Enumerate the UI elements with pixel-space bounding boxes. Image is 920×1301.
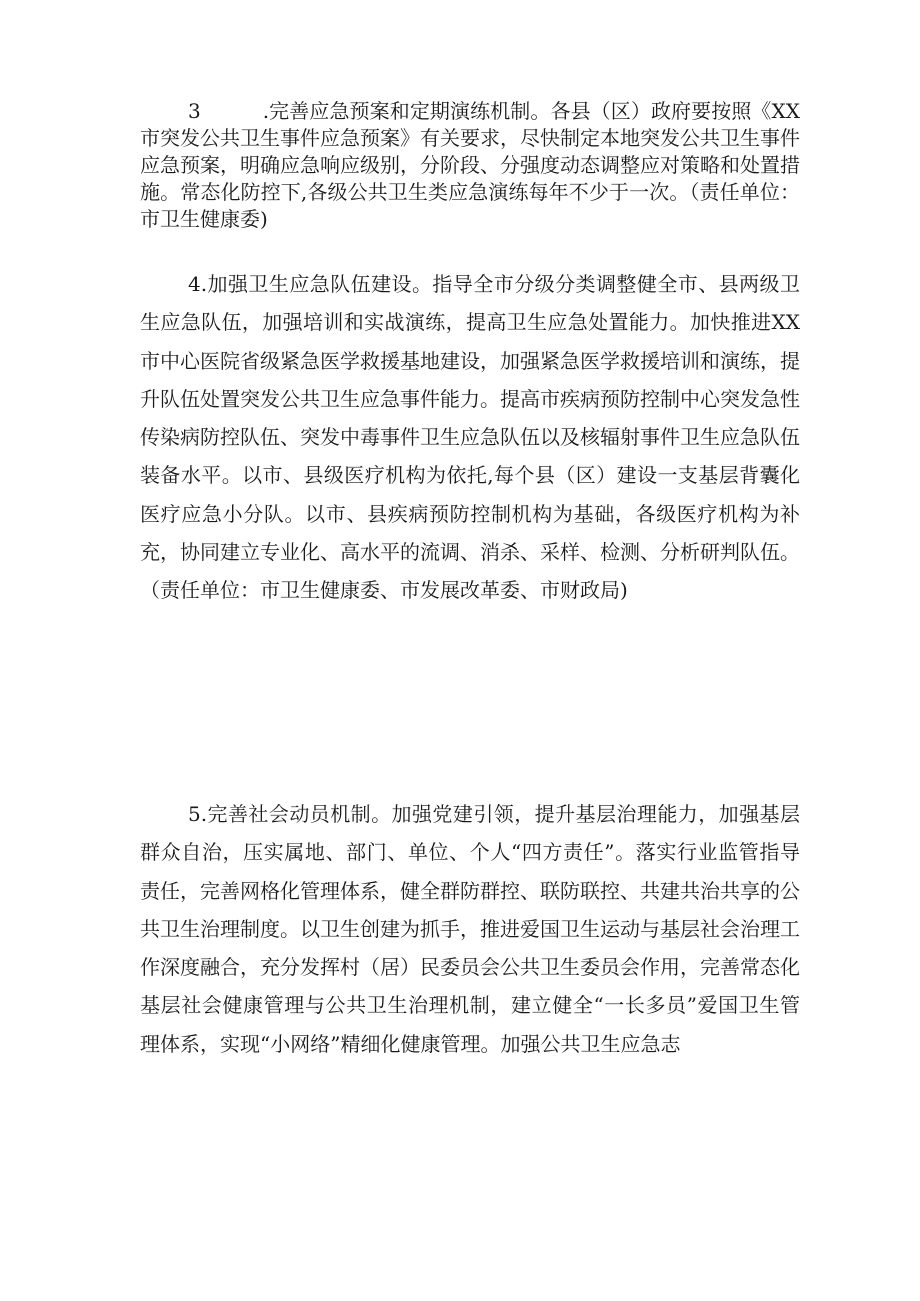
paragraph-3-text: .完善应急预案和定期演练机制。各县（区）政府要按照《XX市突发公共卫生事件应急预案》有关要求，尽快制定本地突发公共卫生事件应急预案，明确应急响应级别，分阶段、分强度动态调整应对策略和处置措施。常态化防控下,各级公共卫生类应急演练每年不少于一次。（责任单位：市卫生健康委): [140, 99, 800, 231]
paragraph-4-number: 4: [188, 272, 201, 296]
paragraph-3-number: 3: [188, 99, 201, 123]
paragraph-5: [140, 795, 800, 1063]
paragraph-5-number: 5: [188, 802, 201, 826]
paragraph-4: [140, 265, 800, 610]
paragraph-5-text: .完善社会动员机制。加强党建引领，提升基层治理能力，加强基层群众自治，压实属地、部门、单位、个人“四方责任”。落实行业监管指导责任，完善网格化管理体系，健全群防群控、联防联控、共建共治共享的公共卫生治理制度。以卫生创建为抓手，推进爱国卫生运动与基层社会治理工作深度融合，充分发挥村（居）民委员会公共卫生委员会作用，完善常态化基层社会健康管理与公共卫生治理机制，建立健全“一长多员”爱国卫生管理体系，实现“小网络”精细化健康管理。加强公共卫生应急志: [140, 802, 800, 1056]
paragraph-4-text: .加强卫生应急队伍建设。指导全市分级分类调整健全市、县两级卫生应急队伍，加强培训和实战演练，提高卫生应急处置能力。加快推进XX市中心医院省级紧急医学救援基地建设，加强紧急医学救援培训和演练，提升队伍处置突发公共卫生应急事件能力。提高市疾病预防控制中心突发急性传染病防控队伍、突发中毒事件卫生应急队伍以及核辐射事件卫生应急队伍装备水平。以市、县级医疗机构为依托,每个县（区）建设一支基层背囊化医疗应急小分队。以市、县疾病预防控制机构为基础，各级医疗机构为补充，协同建立专业化、高水平的流调、消杀、采样、检测、分析研判队伍。（责任单位：市卫生健康委、市发展改革委、市财政局): [140, 272, 800, 603]
paragraph-3: [140, 98, 800, 233]
